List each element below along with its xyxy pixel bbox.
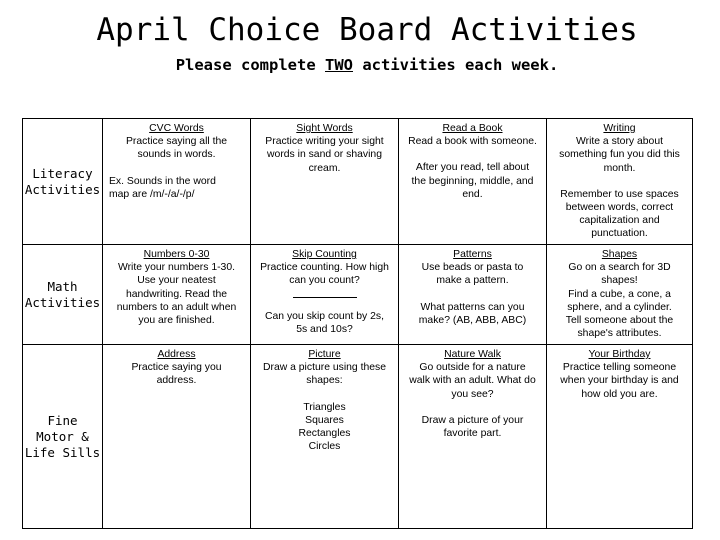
cell-title: Sight Words	[296, 123, 353, 134]
cell-shapes[interactable]: Shapes Go on a search for 3D shapes! Find a cube, a cone, a sphere, and a cylinder. Tell someone about the shape's attributes.	[547, 245, 693, 345]
subtitle-end: activities each week.	[353, 56, 559, 74]
cell-title: Address	[157, 349, 196, 360]
cell-title: Skip Counting	[292, 249, 357, 260]
row-label-literacy: Literacy Activities	[23, 119, 103, 245]
cell-picture[interactable]: Picture Draw a picture using these shapes: Triangles Squares Rectangles Circles	[251, 345, 399, 529]
choice-board-table	[22, 118, 693, 529]
cell-skip-counting[interactable]: Skip Counting Practice counting. How high can you count? Can you skip count by 2s, 5s and 10s?	[251, 245, 399, 345]
cell-title: Picture	[308, 349, 341, 360]
math-row	[23, 245, 693, 345]
page-subtitle	[0, 56, 720, 74]
cell-your-birthday[interactable]: Your Birthday Practice telling someone when your birthday is and how old you are.	[547, 345, 693, 529]
cell-sight-words[interactable]: Sight Words Practice writing your sight words in sand or shaving cream.	[251, 119, 399, 245]
cell-nature-walk[interactable]: Nature Walk Go outside for a nature walk with an adult. What do you see? Draw a picture of your favorite part.	[399, 345, 547, 529]
cell-patterns[interactable]: Patterns Use beads or pasta to make a pattern. What patterns can you make? (AB, ABB, ABC)	[399, 245, 547, 345]
cell-title: Nature Walk	[444, 349, 501, 360]
row-label-math: Math Activities	[23, 245, 103, 345]
cell-numbers[interactable]: Numbers 0-30 Write your numbers 1-30. Use your neatest handwriting. Read the numbers to an adult when you are finished.	[103, 245, 251, 345]
cell-read-a-book[interactable]: Read a Book Read a book with someone. After you read, tell about the beginning, middle, and end.	[399, 119, 547, 245]
subtitle-start: Please complete	[175, 56, 325, 74]
cell-cvc-words[interactable]: CVC Words Practice saying all the sounds in words. Ex. Sounds in the word map are /m/-/a/-/p/	[103, 119, 251, 245]
cell-title: Numbers 0-30	[143, 249, 210, 260]
cell-address[interactable]: Address Practice saying you address.	[103, 345, 251, 529]
cell-title: CVC Words	[149, 123, 204, 134]
answer-blank	[253, 288, 396, 302]
subtitle-emphasis: TWO	[325, 56, 353, 74]
cell-title: Writing	[603, 123, 636, 134]
cell-title: Patterns	[453, 249, 492, 260]
cell-title: Read a Book	[442, 123, 503, 134]
literacy-row	[23, 119, 693, 245]
cell-title: Your Birthday	[588, 349, 651, 360]
row-label-fine-motor: Fine Motor & Life Sills	[23, 345, 103, 529]
cell-writing[interactable]: Writing Write a story about something fun you did this month. Remember to use spaces between words, correct capitalization and punctuation.	[547, 119, 693, 245]
fine-motor-row	[23, 345, 693, 529]
cell-title: Shapes	[601, 249, 638, 260]
page-title: April Choice Board Activities	[96, 12, 638, 48]
